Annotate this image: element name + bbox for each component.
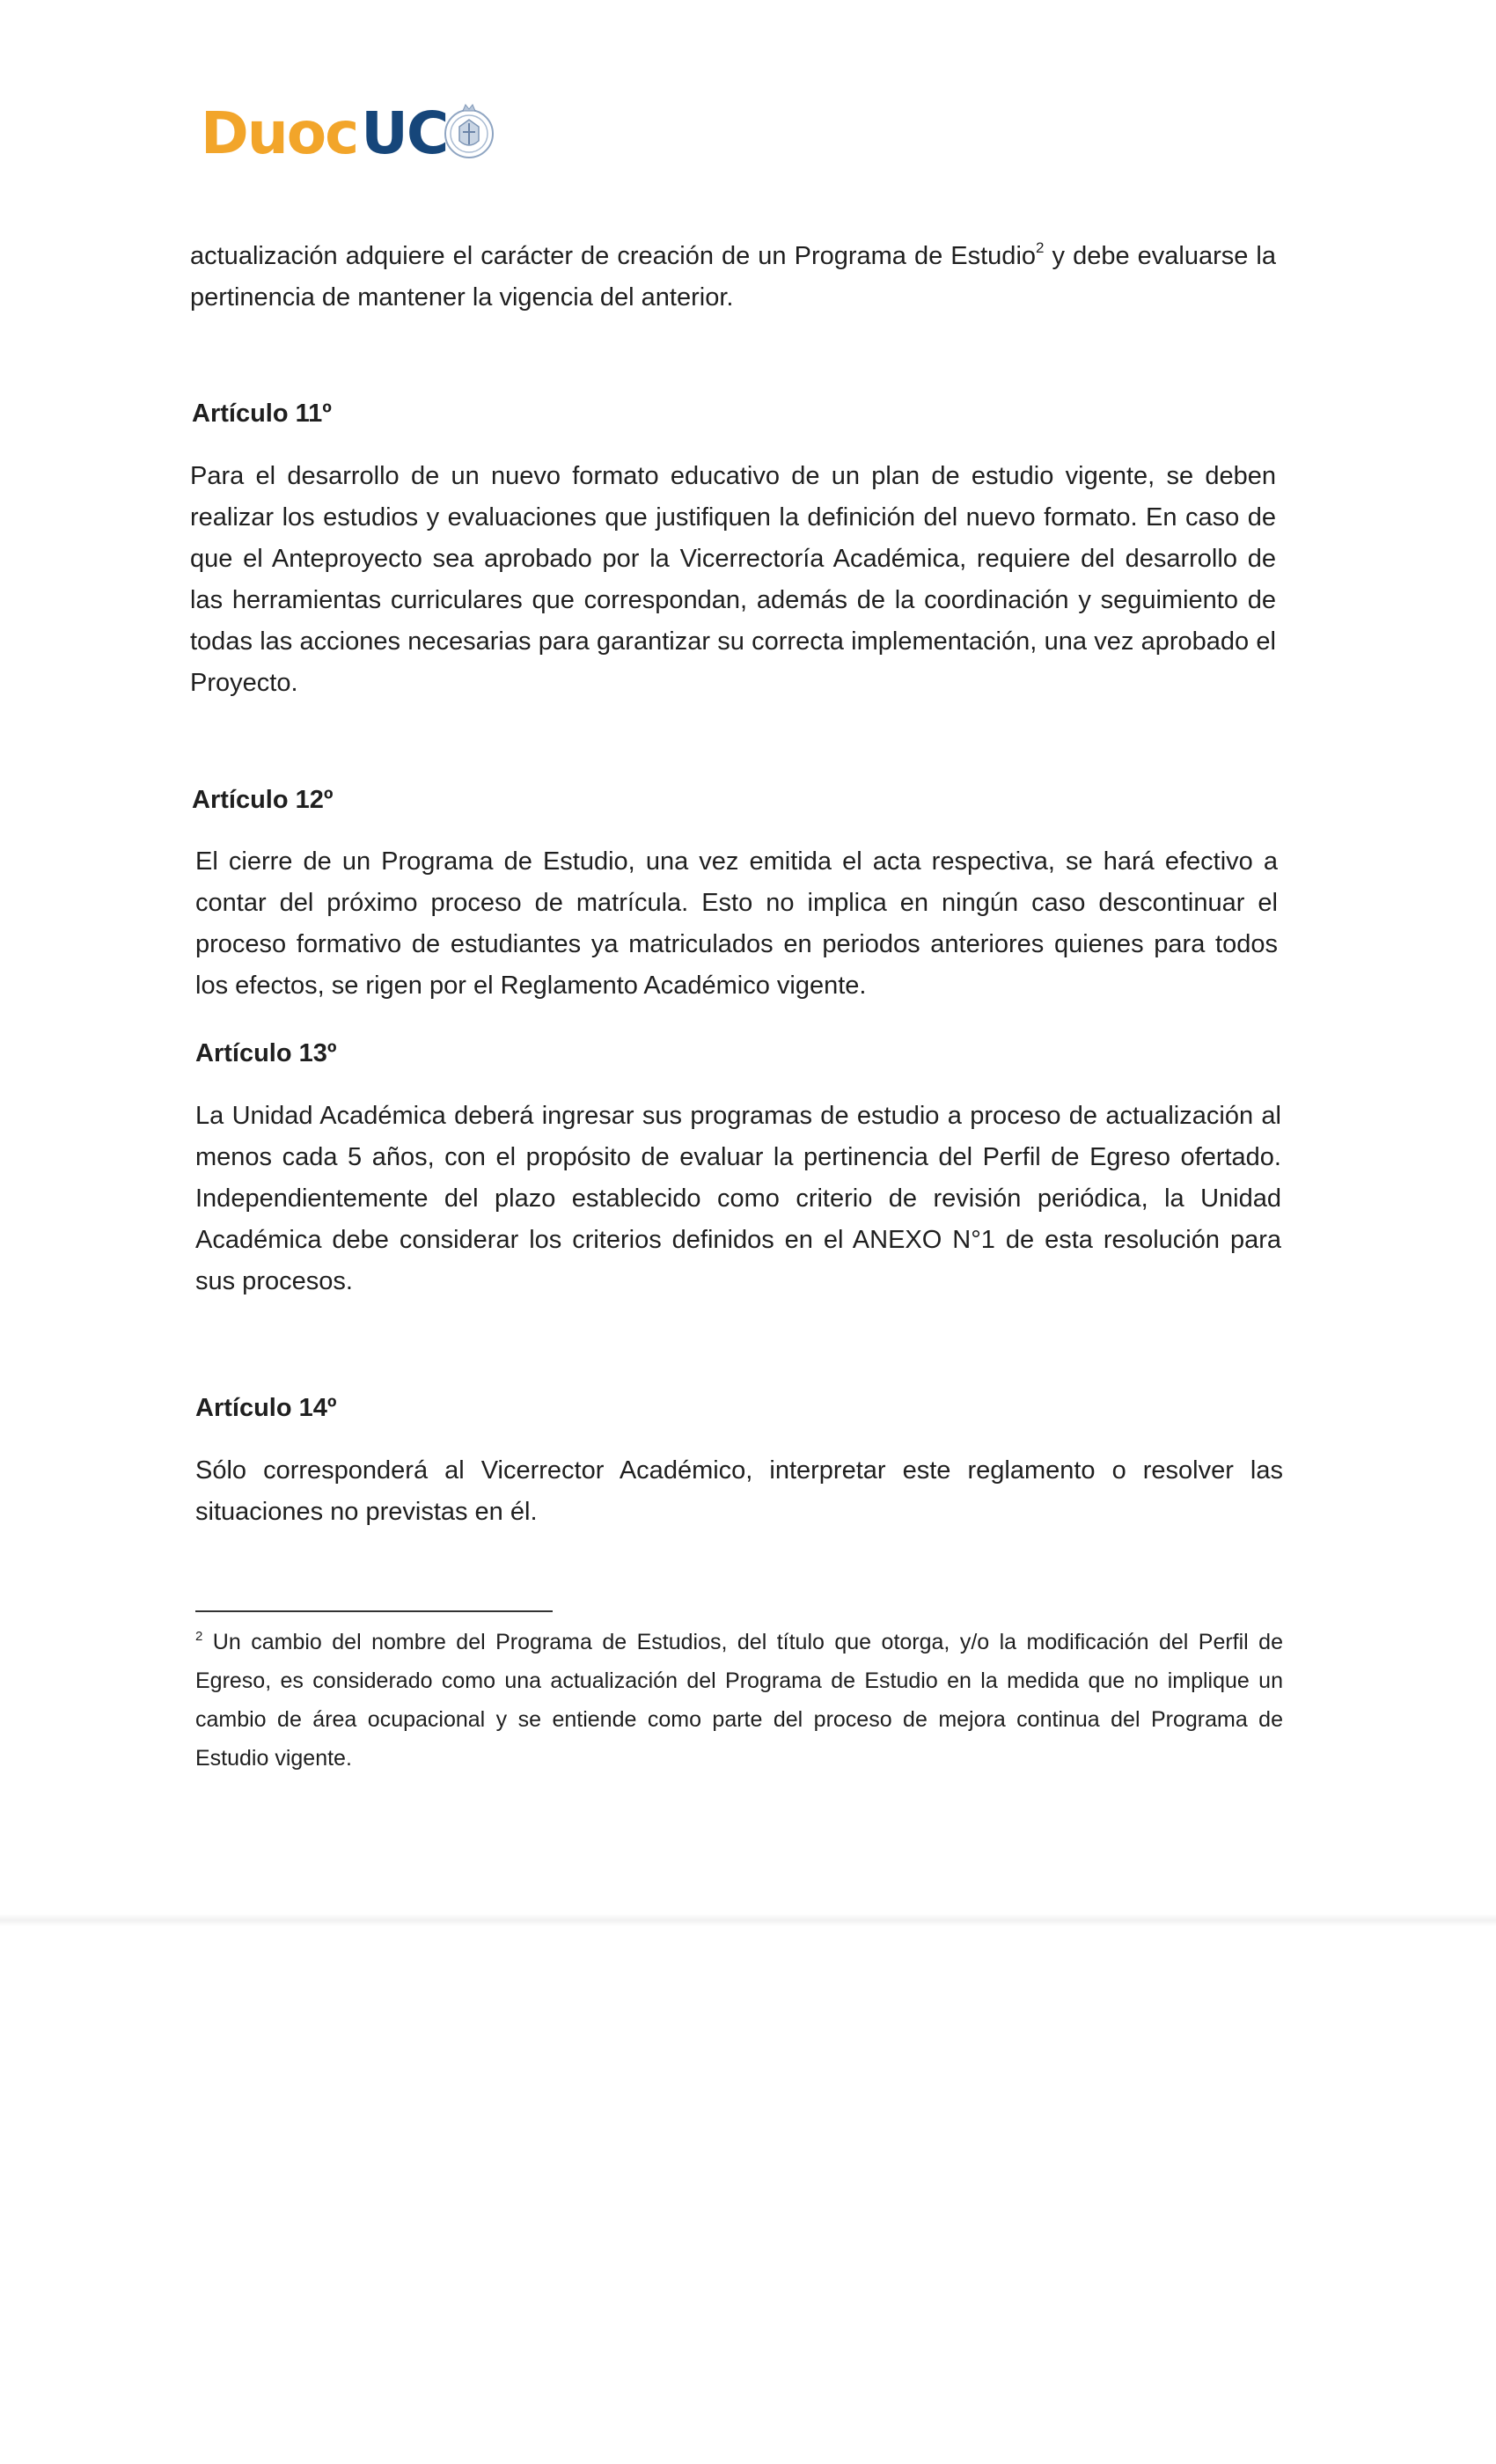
article-14-body: Sólo corresponderá al Vicerrector Académico, interpretar este reglamento o resolver las situaciones no previstas en él. xyxy=(195,1456,1283,1526)
duoc-uc-logo xyxy=(201,99,496,169)
logo-uc-text: UC xyxy=(361,99,448,167)
footnote-text: Un cambio del nombre del Programa de Estudios, del título que otorga, y/o la modificación del Perfil de Egreso, es considerado como una actualización del Programa de Estudio en la medida que no implique un cambio de área ocupacional y se entiende como parte del proceso de mejora continua del Programa de Estudio vigente. xyxy=(195,1630,1283,1771)
page-edge-shadow xyxy=(0,1914,1496,1926)
footnote-ref-2[interactable]: 2 xyxy=(1036,239,1045,256)
logo-duoc-text: Duoc xyxy=(201,99,358,167)
intro-text-cont: y debe evaluarse la pertinencia de mantener la vigencia del anterior. xyxy=(190,242,1276,312)
article-12-body: El cierre de un Programa de Estudio, una vez emitida el acta respectiva, se hará efectivo a contar del próximo proceso de matrícula. Esto no implica en ningún caso descontinuar el proceso formativo de estudiantes ya matriculados en periodos anteriores quienes para todos los efectos, se rigen por el Reglamento Académico vigente. xyxy=(195,847,1278,1000)
article-12-heading: Artículo 12º xyxy=(192,786,334,814)
uc-seal-icon xyxy=(442,100,496,164)
article-14-heading: Artículo 14º xyxy=(195,1394,337,1422)
intro-paragraph xyxy=(190,236,1276,319)
article-11-heading: Artículo 11º xyxy=(192,400,332,428)
article-13-body: La Unidad Académica deberá ingresar sus programas de estudio a proceso de actualización al menos cada 5 años, con el propósito de evaluar la pertinencia del Perfil de Egreso ofertado. Independientemente del plazo establecido como criterio de revisión periódica, la Unidad Académica debe considerar los criterios definidos en el ANEXO N°1 de esta resolución para sus procesos. xyxy=(195,1102,1281,1295)
footnote-separator xyxy=(195,1610,553,1612)
article-13-heading: Artículo 13º xyxy=(195,1039,337,1067)
footnote-marker: 2 xyxy=(195,1629,203,1644)
intro-text: actualización adquiere el carácter de creación de un Programa de Estudio xyxy=(190,242,1037,270)
article-11-body: Para el desarrollo de un nuevo formato educativo de un plan de estudio vigente, se deben realizar los estudios y evaluaciones que justifiquen la definición del nuevo formato. En caso de que el Anteproyecto sea aprobado por la Vicerrectoría Académica, requiere del desarrollo de las herramientas curriculares que correspondan, además de la coordinación y seguimiento de todas las acciones necesarias para garantizar su correcta implementación, una vez aprobado el Proyecto. xyxy=(190,462,1276,697)
footnote-2 xyxy=(195,1623,1283,1778)
